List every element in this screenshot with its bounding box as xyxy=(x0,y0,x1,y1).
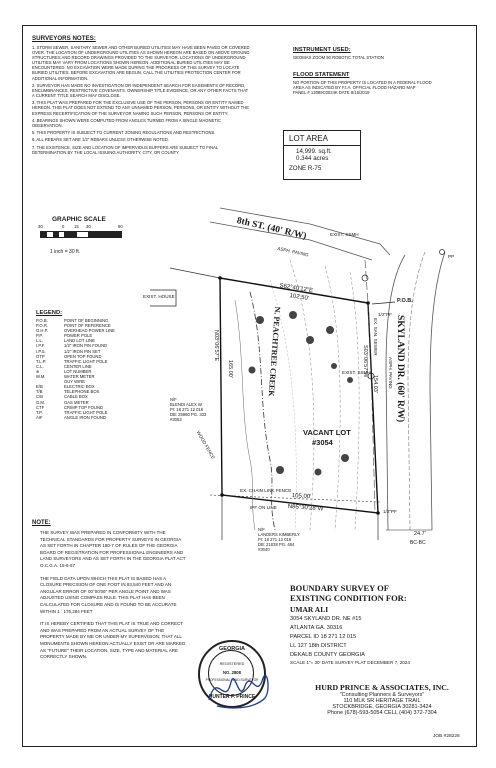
legend-desc: CENTER LINE xyxy=(64,363,92,369)
asph-paving-label: ASPH. PAVING xyxy=(276,246,310,258)
neighbor-line: BLENDI ALEX W xyxy=(170,402,202,408)
owner-name: UMAR ALI xyxy=(290,605,329,614)
firm-address-1: 110 MLK SR HERITAGE TRAIL xyxy=(343,698,421,704)
legend-desc: CABLE BOX xyxy=(64,394,88,400)
tree-icon xyxy=(341,454,349,462)
legend-desc: OVERHEAD POWER LINE xyxy=(64,328,115,334)
legend-desc: ELECTRIC BOX xyxy=(64,384,95,390)
lot-area-acres: 0.344 acres xyxy=(296,155,329,162)
dim-right-label: 24.7' xyxy=(414,531,426,537)
iron-pin-icon xyxy=(366,301,370,305)
legend-code: OTP xyxy=(36,353,45,359)
legend-desc: OPEN TOP FOUND xyxy=(64,353,102,359)
property-address: 3054 SKYLAND DR. NE #15 xyxy=(290,616,362,622)
legend-desc: 1/2" IRON PIN SET xyxy=(64,348,101,354)
surveyors-note: 6. ALL REBARS SET ARE 1/2" REBARS UNLESS OTHERWISE NOTED. xyxy=(32,137,170,143)
scale-bar-left xyxy=(40,231,66,238)
legend-code: AIF xyxy=(36,414,43,420)
neighbor-left xyxy=(170,397,206,422)
note-block xyxy=(32,520,187,661)
tree-icon xyxy=(315,469,322,476)
seal-number: NO. 2808 xyxy=(223,670,241,675)
legend-code: O.H.P. xyxy=(36,328,49,334)
tree-icon xyxy=(326,326,334,334)
seal-name: HUNTER F. PRINCE xyxy=(208,694,256,700)
title-line-2: EXISTING CONDITION FOR: xyxy=(290,593,407,603)
scale-caption: 1 inch = 30 ft. xyxy=(50,249,81,255)
firm-block xyxy=(292,683,472,716)
tree-icon xyxy=(256,316,264,324)
legend-desc: LOT NUMBER xyxy=(64,368,92,374)
graphic-scale-title: GRAPHIC SCALE xyxy=(52,216,106,223)
county: DEKALB COUNTY GEORGIA xyxy=(290,652,365,658)
power-pole-icon xyxy=(440,250,445,255)
ipf-on-line-label: IPF ON LINE xyxy=(250,505,277,510)
wood-fence-label: WOOD FENCE xyxy=(195,430,216,460)
neighbor-line: #3053 xyxy=(170,417,182,423)
pob-label: P.O.B. xyxy=(397,298,413,304)
distance-right: 154.03' xyxy=(372,375,378,393)
scale-bar-right xyxy=(88,231,122,238)
legend xyxy=(36,310,146,420)
lot-area-sqft: 14,999. sq.ft. xyxy=(296,148,332,155)
legend-code: L.L. xyxy=(36,338,43,344)
legend-desc: POINT OF BEGINNING xyxy=(64,318,109,323)
tree-icon xyxy=(249,367,256,374)
street-label-top: 8th ST. (40' R/W) xyxy=(235,216,308,242)
legend-code: P.P. xyxy=(36,333,43,339)
rebar-top-label: 1/2"PF xyxy=(378,312,392,317)
scale-tick-label: 60 xyxy=(118,224,123,229)
seal-sub: PROFESSIONAL LAND SURVEYOR xyxy=(205,678,259,682)
surveyors-note: 1. STORM SEWER, SANITARY SEWER AND OTHER BURIED UTILITIES MAY HAVE BEEN PAVED OR COVERED OVER. THE LOCATION OF UNDERGROUND UTILITIES AS SHOWN HEREON ARE BASED ON ABOVE GROUND STRUCTURES AND RECORD DRAWINGS PROVIDED TO THE SURVEYOR. LOCATIONS OF UNDERGROUND UTILITIES MAY VARY FROM LOCATIONS SHOWN HEREON. ADDITIONAL BURIED UTILITIES MAY BE ENCOUNTERED. NO EXCAVATION WERE MADE DURING THE PROGRESS OF THIS SURVEY TO LOCATE BURIED UTILITIES. BEFORE EXCAVATION ARE BEGUN, CALL THE UTILITIES PROTECTION CENTER FOR ADDITIONAL INFORMATION. xyxy=(32,45,250,81)
bearing-top: S62°40'12"E xyxy=(279,283,314,295)
legend-title: LEGEND: xyxy=(36,310,63,316)
zone-label: ZONE R-75 xyxy=(289,165,322,172)
property-boundary xyxy=(220,278,378,513)
road-centerline-right xyxy=(408,252,425,530)
neighbor-line: DB: 25980 PG. 333 xyxy=(170,412,207,418)
instrument-value: GEOMAX ZOOM 90 ROBOTIC TOTAL STATION xyxy=(293,55,384,60)
scale-and-date: SCALE 1"= 30' DATE SURVEY PLAT DECEMBER 7, 2024 xyxy=(290,660,410,665)
distance-bottom: 105.00' xyxy=(291,493,312,501)
legend-code: T/B xyxy=(36,389,43,395)
ssmh-label: EXIST. SSMH xyxy=(330,232,359,237)
flood-title: FLOOD STATEMENT xyxy=(293,72,350,78)
legend-code: T.P. xyxy=(36,409,43,415)
note-title: NOTE: xyxy=(32,520,51,526)
legend-code: T.L.P. xyxy=(36,358,47,364)
road-edge-right-2 xyxy=(430,252,445,530)
asph-paving-right-label: ASPH. PAVING xyxy=(388,357,393,389)
legend-desc: ANGLE IRON FOUND xyxy=(64,414,106,420)
scale-tick-label: 30 xyxy=(38,224,43,229)
legend-desc: POWER POLE xyxy=(64,333,93,339)
manhole-icon xyxy=(362,275,368,281)
parcel-id: PARCEL ID 18 271 12 015 xyxy=(290,634,357,640)
land-lot: LL 127 18th DISTRICT xyxy=(290,643,347,649)
exist-house-label: EXIST. HOUSE xyxy=(143,294,175,299)
legend-code: E/B xyxy=(36,384,43,390)
iron-pin-icon xyxy=(218,276,222,280)
bc-label: BC-BC xyxy=(410,540,426,546)
property-city: ATLANTA GA. 30316 xyxy=(290,625,343,631)
legend-desc: TRAFFIC LIGHT POLE xyxy=(64,409,108,415)
legend-desc: POINT OF REFERENCE xyxy=(64,323,111,329)
tree-icon xyxy=(289,311,297,319)
flood-statement xyxy=(293,72,468,95)
surveyors-note: 4. BEARINGS SHOWN WERE COMPUTED FROM ANGLES TURNED FROM A SINGLE MAGNETIC OBSERVATION. xyxy=(32,117,222,128)
lot-area-box xyxy=(283,130,361,180)
neighbor-bottom xyxy=(258,527,300,552)
surveyors-notes-title: SURVEYORS NOTES: xyxy=(32,35,96,42)
legend-desc: TELEPHONE BOX xyxy=(64,389,100,395)
neighbor-line: N/F xyxy=(170,397,177,402)
graphic-scale xyxy=(34,216,144,255)
adjacent-line xyxy=(170,268,220,278)
tree-icon xyxy=(347,377,353,383)
surveyors-note: 5. THIS PROPERTY IS SUBJECT TO CURRENT ZONING REGULATIONS AND RESTRICTIONS. xyxy=(32,130,216,136)
note-paragraph: THE FIELD DATA UPON WHICH THIS PLAT IS BASED HAS A CLOSURE PRECISION OF ONE FOOT IN 93,540 FEET AND AN ANGULAR ERROR OF 00°00'06" PER ANGLE POINT AND WAS ADJUSTED USING COMPASS RULE. THIS PLAT HAS BEEN CALCULATED FOR CLOSURE AND IS FOUND TO BE ACCURATE WITHIN 1 : 176,284 FEET xyxy=(40,575,177,614)
distance-left: 165.00' xyxy=(227,360,233,378)
legend-code: P.O.B. xyxy=(36,318,48,323)
legend-desc: GUY WIRE xyxy=(64,379,86,385)
lot-number: #3054 xyxy=(312,438,333,447)
surveyors-note: 2. SURVEYOR HAS MADE NO INVESTIGATION OR INDEPENDENT SEARCH FOR EASEMENTS OF RECORD, ENCUMBRANCES, RESTRICTIVE COVENANTS, OWNERSHIP TITLE EVIDENCE, OR ANY OTHER FACTS THAT A CURRENT TITLE SEARCH MAY DISCLOSE. xyxy=(32,82,249,99)
tree-icon xyxy=(331,363,337,369)
pob-leader xyxy=(372,302,395,304)
legend-desc: TRAFFIC LIGHT POLE xyxy=(64,358,108,364)
neighbor-line: LANDERS KIMBERLY xyxy=(258,532,300,538)
surveyors-note: 7. THE EXISTENCE, SIZE AND LOCATION OF IMPERVIOUS BUFFERS ARE SUBJECT TO FINAL DETERMINATION BY THE LOCAL ISSUING AUTHORITY, CITY, OR COUNTY. xyxy=(32,144,218,155)
neighbor-line: PI: 18 271 12 016 xyxy=(170,407,204,413)
seal-state: GEORGIA xyxy=(219,646,245,652)
legend-code: I.P.S. xyxy=(36,348,46,354)
legend-code: I.P.F. xyxy=(36,343,46,349)
legend-desc: CRIMP TOP FOUND xyxy=(64,404,104,410)
ssmh-label-2: EXIST. SSMH xyxy=(342,370,371,375)
bearing-left: N03°06'57"E xyxy=(213,330,219,362)
legend-code: C/B xyxy=(36,394,43,400)
instrument-title: INSTRUMENT USED: xyxy=(293,47,351,53)
san-sewer-label: EX. SAN. SEWER xyxy=(373,318,378,356)
legend-desc: WATER METER xyxy=(64,374,95,380)
neighbor-line: DB: 21838 PG. 484 xyxy=(258,542,295,548)
pp-label: PP xyxy=(448,254,455,259)
title-block xyxy=(290,583,470,665)
firm-phone: Phone (678)-593-5054 CELL (404) 372-7304 xyxy=(327,710,437,716)
scale-bar-mid xyxy=(64,231,90,238)
site-plan xyxy=(150,200,475,548)
creek-bank xyxy=(235,300,255,530)
surveyors-note: 3. THIS PLAT WAS PREPARED FOR THE EXCLUSIVE USE OF THE PERSON, PERSONS OR ENTITY NAMED HEREON. THIS PLAT DOES NOT EXTEND TO ANY UNNAMED PERSON, PERSONS, OR ENTITY WITHOUT THE EXPRESS RECERTIFICATION OF THE SURVEYOR NAMING SUCH PERSON, PERSONS OR ENTITY. xyxy=(32,100,250,116)
instrument-used xyxy=(293,47,468,60)
legend-code: CTF xyxy=(36,404,45,410)
legend-code: C.L. xyxy=(36,363,44,369)
legend-desc: LAND LOT LINE xyxy=(64,338,95,344)
scale-tick-label: 30 xyxy=(86,224,91,229)
contour-line xyxy=(350,272,359,530)
firm-name: HURD PRINCE & ASSOCIATES, INC. xyxy=(315,683,449,692)
firm-address-2: STOCKBRIDGE, GEORGIA 30281-3424 xyxy=(332,704,432,710)
iron-pin-icon xyxy=(376,511,380,515)
bearing-right: S03°06'57"W xyxy=(362,345,368,378)
legend-code: G.M. xyxy=(36,399,46,405)
legend-code: ⊕ xyxy=(36,368,40,374)
legend-code: W.M. xyxy=(36,374,46,380)
street-label-right: SKYLAND DR. (60' R/W) xyxy=(395,315,405,423)
surveyors-notes xyxy=(32,36,250,157)
seal-middle: REGISTERED xyxy=(219,662,245,666)
tree-icon xyxy=(276,466,284,474)
bearing-bottom: N85°30'28"W xyxy=(287,504,324,513)
tree-icon xyxy=(306,336,314,344)
contour-line xyxy=(325,266,340,530)
note-paragraph: THE SURVEY WAS PREPARED IN CONFORMITY WITH THE TECHNICAL STANDARDS FOR PROPERTY SURVEYS IN GEORGIA AS SET FORTH IN CHAPTER 180-7 OF RULES OF THE GEORGIA BOARD OF REGISTRATION FOR PROFESSIONAL ENGINEERS AND LAND SURVEYORS AND AS SET FORTH IN THE GEORGIA PLAT ACT O.C.G.A. 15-6-67 xyxy=(40,530,186,568)
neighbor-line: PI: 18 271 12 016 xyxy=(258,537,292,543)
lot-area-title: LOT AREA xyxy=(289,134,328,143)
creek-label: N. PEACHTREE CREEK xyxy=(266,306,282,397)
scale-tick-label: 15 xyxy=(74,224,79,229)
surveyor-signature xyxy=(205,660,275,712)
job-number: JOB #28228 xyxy=(433,734,460,739)
legend-desc: GAS METER xyxy=(64,399,89,405)
neighbor-line: N/F xyxy=(258,527,265,532)
flood-line: PANEL # 13089C0024K DATE 8/15/2019 xyxy=(293,90,370,96)
flood-line: AREA AS INDICATED BY F.I.A. OFFICIAL FLOOD HAZARD MAP xyxy=(293,85,416,91)
title-line-1: BOUNDARY SURVEY OF xyxy=(290,583,389,593)
iron-pin-icon xyxy=(220,493,224,497)
rebar-bottom-label: 1/2"PF xyxy=(383,509,397,514)
scale-tick-label: 0 xyxy=(62,224,65,229)
vacant-lot-label: VACANT LOT xyxy=(303,428,351,437)
legend-row xyxy=(36,415,146,420)
distance-top: 102.50' xyxy=(289,293,310,302)
neighbor-line: #3040 xyxy=(258,547,270,553)
legend-code: P.O.R. xyxy=(36,323,49,329)
legend-desc: 1/2" IRON PIN FOUND xyxy=(64,343,108,349)
note-paragraph: IT IS HEREBY CERTIFIED THAT THIS PLAT IS TRUE AND CORRECT AND WAS PREPARED FROM AN ACTUAL SURVEY OF THE PROPERTY MADE BY ME OR UNDER MY SUPERVISION; THAT ALL MONUMENTS SHOWN HEREON ACTUALLY EXIST OR ARE MARKED AS "FUTURE" THEIR LOCATION, SIZE, TYPE AND MATERIAL ARE CORRECTLY SHOWN. xyxy=(40,621,186,660)
firm-tagline: "Consulting Planners & Surveyors" xyxy=(339,692,425,698)
chain-link-label: EX. CHAIN LINK FENCE xyxy=(240,488,292,493)
flood-line: NO PORTION OF THIS PROPERTY IS LOCATED IN A FEDERAL FLOOD xyxy=(293,80,432,85)
